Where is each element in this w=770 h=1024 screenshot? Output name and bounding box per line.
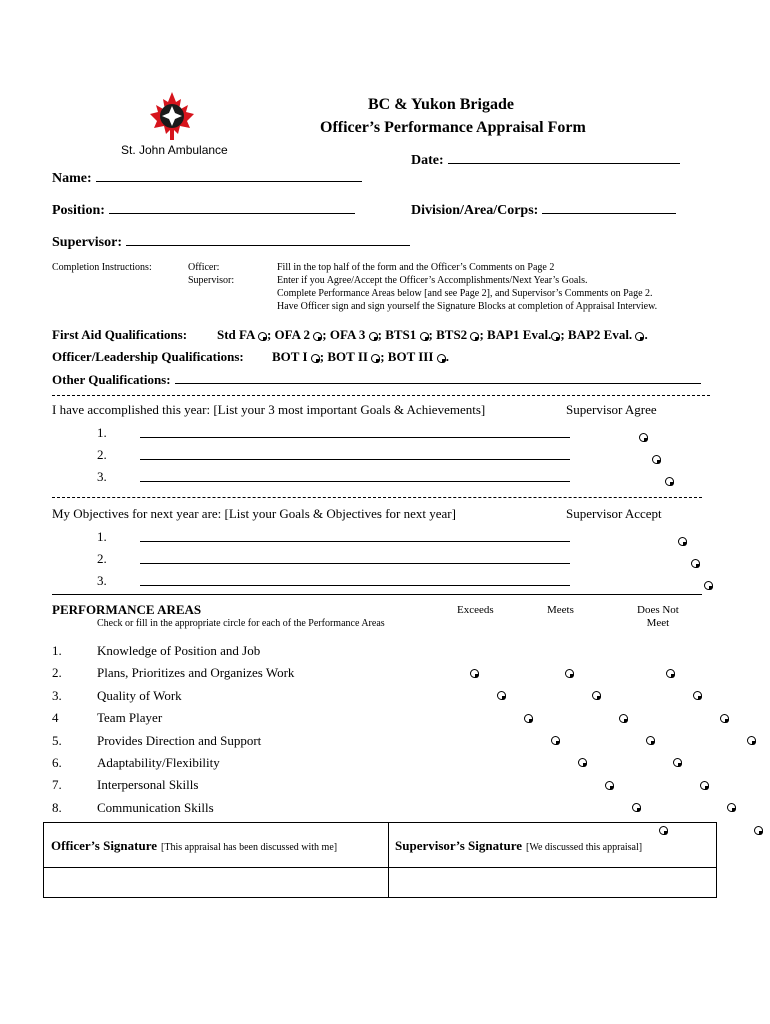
officer-signature-box[interactable] [44,868,389,898]
accomplishment-line[interactable] [140,459,570,460]
performance-row-number: 3. [52,687,62,703]
radio-circle-icon[interactable] [311,354,320,363]
radio-circle-icon[interactable] [258,332,267,341]
radio-circle-icon[interactable] [592,691,601,700]
radio-circle-icon[interactable] [704,581,713,590]
supervisor-field[interactable] [52,233,410,251]
name-label: Name: [52,171,92,186]
list-number: 2. [97,551,107,566]
accomplishments-heading: I have accomplished this year: [List your 3 most important Goals & Achievements] [52,402,486,417]
first-aid-label: First Aid Qualifications: [52,327,188,342]
performance-row-number: 1. [52,643,62,658]
radio-circle-icon[interactable] [420,332,429,341]
division-label: Division/Area/Corps: [411,203,539,218]
option-label: ; BOT III [380,349,434,364]
col-does-not-meet [637,604,679,630]
supervisor-label: Supervisor: [52,235,122,250]
officer-qual-options [272,349,449,365]
performance-subheading: Check or fill in the appropriate circle for each of the Performance Areas [97,618,385,629]
col-meets: Meets [547,604,574,616]
option-label: ; OFA 3 [322,327,366,342]
radio-circle-icon[interactable] [524,714,533,723]
performance-row-number: 8. [52,799,62,815]
radio-circle-icon[interactable] [678,537,687,546]
radio-circle-icon[interactable] [693,691,702,700]
objectives-heading: My Objectives for next year are: [List your Goals & Objectives for next year] [52,506,456,521]
performance-row-label: Communication Skills [97,799,214,815]
performance-row-label: Quality of Work [97,687,182,703]
radio-circle-icon[interactable] [700,781,709,790]
radio-circle-icon[interactable] [619,714,628,723]
objective-line[interactable] [140,563,570,564]
radio-circle-icon[interactable] [369,332,378,341]
radio-circle-icon[interactable] [578,758,587,767]
officer-qual-label: Officer/Leadership Qualifications: [52,349,244,364]
performance-heading: PERFORMANCE AREAS [52,602,202,617]
radio-circle-icon[interactable] [470,332,479,341]
list-number: 3. [97,469,107,484]
performance-row-label: Adaptability/Flexibility [97,755,220,770]
position-field[interactable] [52,201,355,219]
option-label: ; BAP1 Eval. [479,327,552,342]
accomplishment-line[interactable] [140,481,570,482]
option-label: ; BTS1 [377,327,417,342]
name-field[interactable] [52,169,362,187]
officer-signature-note: [This appraisal has been discussed with me] [161,842,338,853]
division-field[interactable] [411,201,676,219]
performance-row-label: Plans, Prioritizes and Organizes Work [97,665,295,681]
performance-row-number: 5. [52,732,62,748]
org-name: St. John Ambulance [121,143,228,157]
radio-circle-icon[interactable] [635,332,644,341]
radio-circle-icon[interactable] [691,559,700,568]
col-does-not-meet-line1: Does Not [637,604,679,616]
radio-circle-icon[interactable] [665,477,674,486]
officer-signature-header [44,823,389,868]
radio-circle-icon[interactable] [666,669,675,678]
radio-circle-icon[interactable] [747,736,756,745]
instructions-officer-label: Officer: [188,262,220,273]
list-number: 1. [97,529,107,544]
performance-row-label: Interpersonal Skills [97,777,199,793]
st-john-logo [148,90,196,142]
option-label: ; BTS2 [428,327,468,342]
radio-circle-icon[interactable] [371,354,380,363]
option-label: ; BOT II [319,349,368,364]
maple-leaf-icon [148,90,196,142]
radio-circle-icon[interactable] [313,332,322,341]
radio-circle-icon[interactable] [565,669,574,678]
radio-circle-icon[interactable] [551,332,560,341]
col-does-not-meet-line2: Meet [646,617,670,629]
radio-circle-icon[interactable] [437,354,446,363]
list-number: 1. [97,425,107,440]
performance-row-label: Provides Direction and Support [97,732,262,748]
radio-circle-icon[interactable] [754,826,763,835]
option-label: ; OFA 2 [266,327,311,342]
divider [52,497,702,498]
radio-circle-icon[interactable] [727,803,736,812]
instructions-line: Enter if you Agree/Accept the Officer’s Accomplishments/Next Year’s Goals. [277,275,588,286]
officer-signature-label: Officer’s Signature [51,838,158,853]
performance-row-label: Team Player [97,710,163,726]
list-number: 3. [97,573,107,588]
performance-row-number: 7. [52,777,62,793]
radio-circle-icon[interactable] [470,669,479,678]
instructions-line: Fill in the top half of the form and the Officer’s Comments on Page 2 [277,262,555,273]
other-qual-field[interactable] [52,371,701,388]
option-label: ; BAP2 Eval. [560,327,633,342]
col-exceeds: Exceeds [457,604,494,616]
instructions-supervisor-label: Supervisor: [188,275,235,286]
first-aid-options [217,327,648,343]
supervisor-signature-note: [We discussed this appraisal] [526,842,643,853]
radio-circle-icon[interactable] [551,736,560,745]
supervisor-accept-heading: Supervisor Accept [566,506,662,521]
instructions-heading: Completion Instructions: [52,262,152,273]
signature-table [43,822,717,898]
radio-circle-icon[interactable] [652,455,661,464]
performance-row-label: Knowledge of Position and Job [97,643,261,658]
objective-line[interactable] [140,541,570,542]
radio-circle-icon[interactable] [673,758,682,767]
supervisor-signature-header [389,823,717,868]
list-number: 2. [97,447,107,462]
radio-circle-icon[interactable] [646,736,655,745]
performance-row-number: 2. [52,665,62,681]
radio-circle-icon[interactable] [497,691,506,700]
performance-row-number: 6. [52,755,62,770]
form-title-line2: Officer’s Performance Appraisal Form [320,119,586,136]
other-qual-label: Other Qualifications: [52,372,171,387]
radio-circle-icon[interactable] [720,714,729,723]
option-label: . [445,349,449,364]
position-label: Position: [52,203,105,218]
supervisor-signature-label: Supervisor’s Signature [395,838,522,853]
radio-circle-icon[interactable] [639,433,648,442]
instructions-line: Have Officer sign and sign yourself the Signature Blocks at completion of Appraisal Interview. [277,301,658,312]
radio-circle-icon[interactable] [605,781,614,790]
form-title-line1: BC & Yukon Brigade [368,96,514,113]
date-field[interactable] [411,151,680,169]
objective-line[interactable] [140,585,570,586]
radio-circle-icon[interactable] [632,803,641,812]
option-label: . [644,327,648,342]
divider [52,395,710,396]
instructions-line: Complete Performance Areas below [and see Page 2], and Supervisor’s Comments on Page 2. [277,288,653,299]
accomplishment-line[interactable] [140,437,570,438]
option-label: Std FA [217,327,255,342]
performance-row-number: 4 [52,710,59,726]
date-label: Date: [411,153,444,168]
option-label: BOT I [272,349,308,364]
section-rule [52,594,702,595]
supervisor-agree-heading: Supervisor Agree [566,402,657,417]
supervisor-signature-box[interactable] [389,868,717,898]
